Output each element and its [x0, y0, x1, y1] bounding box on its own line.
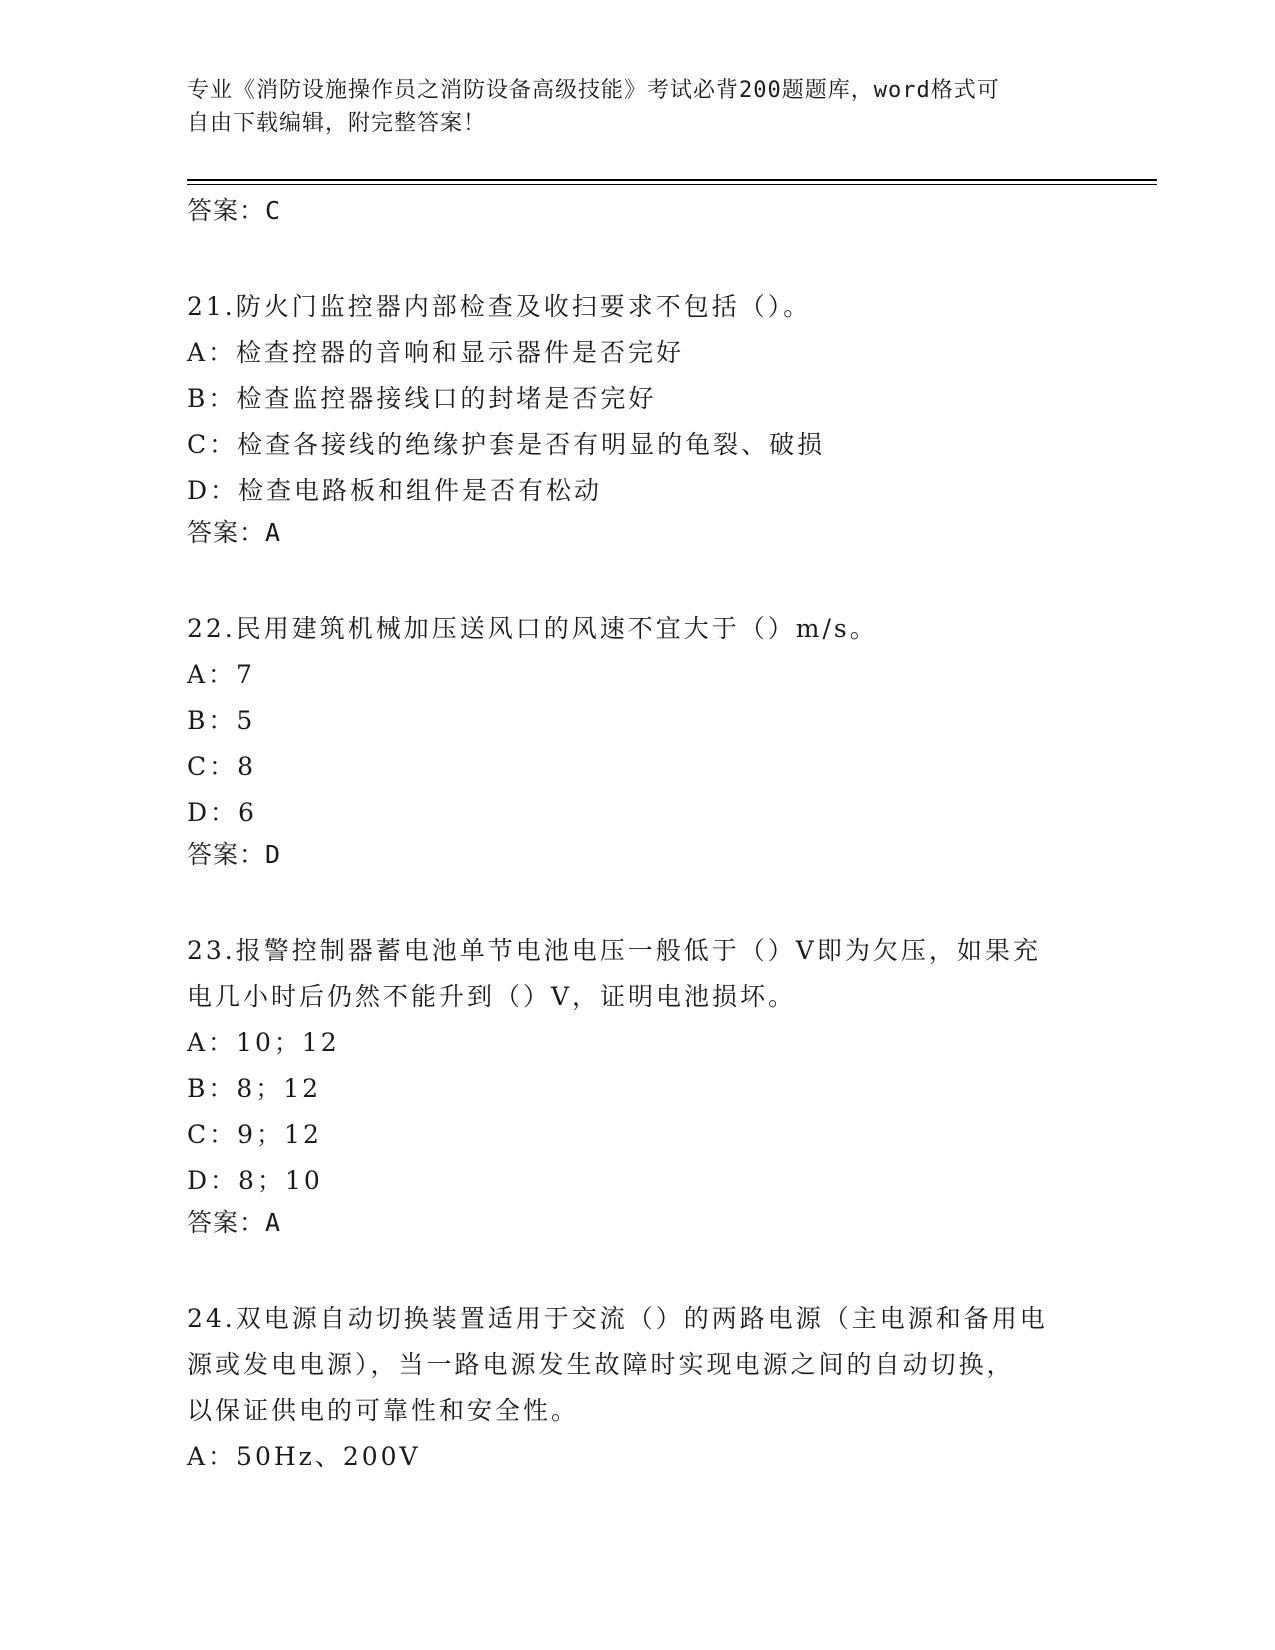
- previous-answer: 答案：C: [187, 196, 282, 225]
- option-d: D：检查电路板和组件是否有松动: [187, 476, 603, 505]
- document-header: [187, 74, 1067, 140]
- option-a: A：10；12: [187, 1028, 340, 1057]
- question-text-line-1: 23.报警控制器蓄电池单节电池电压一般低于（）V即为欠压，如果充: [187, 936, 1041, 965]
- spacer: [187, 230, 1087, 284]
- question-text: 21.防火门监控器内部检查及收扫要求不包括（）。: [187, 292, 812, 321]
- question-text-line-2: 电几小时后仍然不能升到（）V，证明电池损坏。: [187, 982, 797, 1011]
- option-a: A：7: [187, 660, 255, 689]
- answer: 答案：A: [187, 1208, 282, 1237]
- option-d: D：8；10: [187, 1166, 323, 1195]
- question-list: [187, 192, 1087, 1480]
- option-b: B：检查监控器接线口的封堵是否完好: [187, 384, 657, 413]
- spacer: [187, 874, 1087, 928]
- header-divider-thin: [187, 184, 1157, 185]
- option-b: B：8；12: [187, 1074, 322, 1103]
- answer: 答案：A: [187, 518, 282, 547]
- option-b: B：5: [187, 706, 256, 735]
- option-c: C：检查各接线的绝缘护套是否有明显的龟裂、破损: [187, 430, 826, 459]
- option-a: A：检查控器的音响和显示器件是否完好: [187, 338, 685, 367]
- spacer: [187, 1242, 1087, 1296]
- question-text-line-2: 源或发电电源），当一路电源发生故障时实现电源之间的自动切换，: [187, 1350, 1015, 1379]
- question-23: [187, 928, 1087, 1242]
- question-text-line-1: 24.双电源自动切换装置适用于交流（）的两路电源（主电源和备用电: [187, 1304, 1048, 1333]
- question-21: [187, 284, 1087, 552]
- question-24: [187, 1296, 1087, 1480]
- option-c: C：9；12: [187, 1120, 322, 1149]
- question-text-line-3: 以保证供电的可靠性和安全性。: [187, 1396, 580, 1425]
- question-text: 22.民用建筑机械加压送风口的风速不宜大于（）m/s。: [187, 614, 878, 643]
- option-c: C：8: [187, 752, 257, 781]
- header-divider-thick: [187, 179, 1157, 181]
- option-d: D：6: [187, 798, 257, 827]
- option-a: A：50Hz、200V: [187, 1442, 421, 1471]
- spacer: [187, 552, 1087, 606]
- question-22: [187, 606, 1087, 874]
- answer: 答案：D: [187, 840, 282, 869]
- header-line-2: 自由下载编辑，附完整答案！: [187, 111, 487, 136]
- header-line-1: 专业《消防设施操作员之消防设备高级技能》考试必背200题题库，word格式可: [187, 78, 1000, 103]
